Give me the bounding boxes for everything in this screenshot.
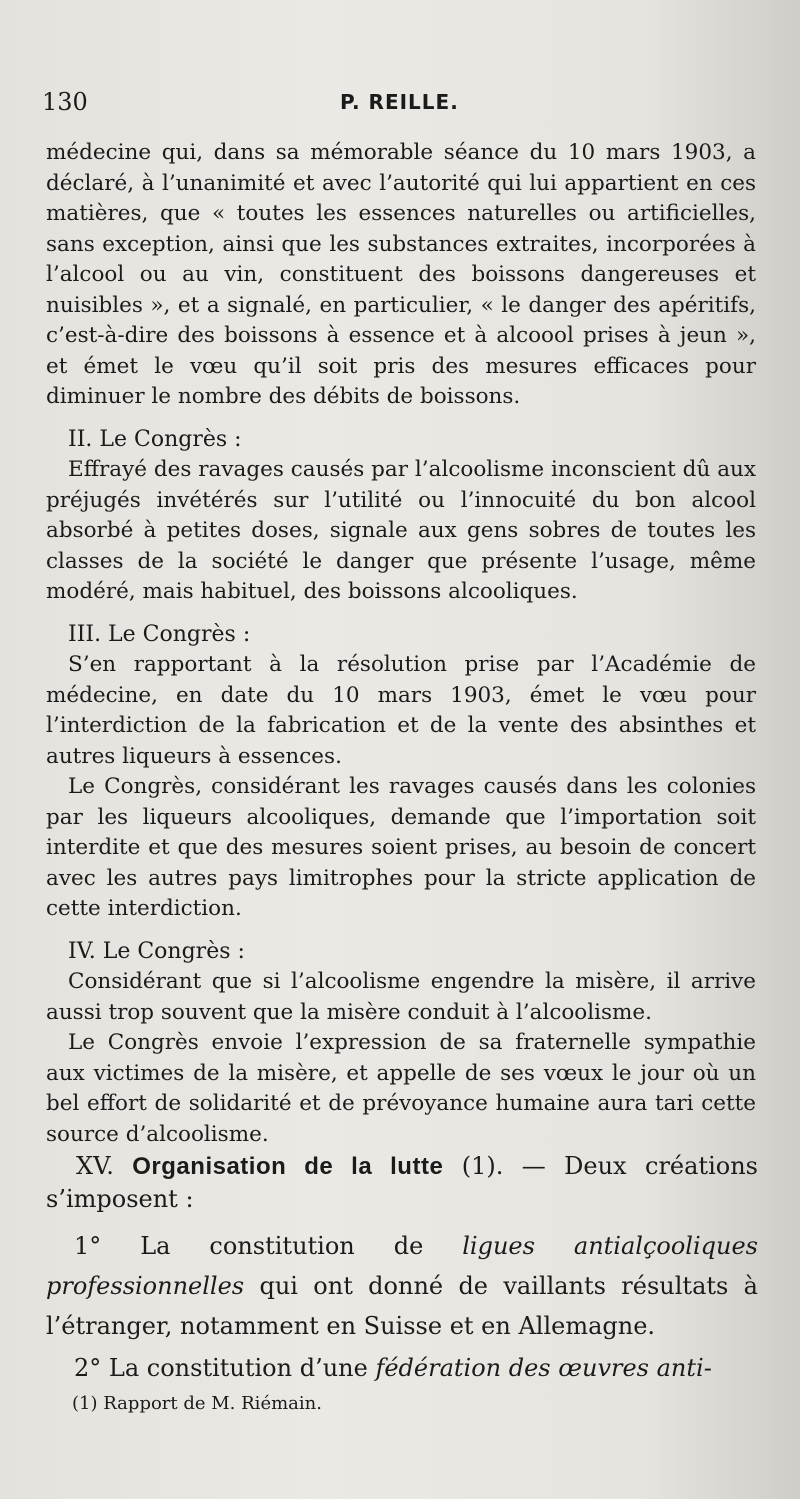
list-item-text: qui ont donné de vaillants résultats à l’étranger, notamment en Suisse et en Allemagne. — [46, 1272, 758, 1340]
paragraph-resolution-ii: Effrayé des ravages causés par l’alcoolisme inconscient dû aux préjugés invétérés sur l’utilité ou l’innocuité du bon alcool absorbé à petites doses, signale aux gens sobres de toutes les classes de la société le danger que présente l’usage, même modéré, mais habituel, des boissons alcooliques. — [46, 457, 756, 604]
list-item-text: 2° La constitution d’une — [74, 1354, 376, 1382]
page-number: 130 — [42, 88, 88, 116]
paragraph-continuation: médecine qui, dans sa mémorable séance du 10 mars 1903, a déclaré, à l’unanimité et avec l’autorité qui lui appartient en ces matières, que « toutes les essences naturelles ou artificielles, sans exception, ainsi que les substances extraites, incorporées à l’alcool ou au vin, constituent des boissons dangereuses et nuisibles », et a signalé, en particulier, « le danger des apéritifs, c’est-à-dire des boissons à essence et à alcoool prises à jeun », et émet le vœu qu’il soit pris des mesures efficaces pour diminuer le nombre des débits de boissons. — [46, 140, 756, 409]
list-item — [46, 1226, 758, 1346]
resolution-heading-iii: III. Le Congrès : — [68, 621, 251, 647]
list-item-emphasis: fédération des œuvres anti- — [375, 1354, 712, 1382]
footnote: (1) Rapport de M. Riémain. — [72, 1393, 322, 1414]
paragraph-resolution-iii-a: S’en rapportant à la résolution prise par l’Académie de médecine, en date du 10 mars 1903, émet le vœu pour l’interdiction de la fabrication et de la vente des absinthes et autres liqueurs à essences. — [46, 652, 756, 769]
list-item-text: 1° La constitution de — [74, 1232, 463, 1260]
running-head: P. REILLE. — [340, 90, 459, 114]
main-text — [46, 138, 756, 1150]
paragraph-resolution-iv-a: Considérant que si l’alcoolisme engendre la misère, il arrive aussi trop souvent que la misère conduit à l’alcoolisme. — [46, 969, 756, 1025]
list-item-emphasis: ligues antialçooliques professionnelles — [46, 1232, 759, 1300]
footnote-reference: (1). — [461, 1152, 504, 1180]
creations-list — [46, 1226, 758, 1388]
resolution-heading-ii: II. Le Congrès : — [68, 426, 242, 452]
paragraph-resolution-iii-b: Le Congrès, considérant les ravages causés dans les colonies par les liqueurs alcooliques, demande que l’importation soit interdite et que des mesures soient prises, au besoin de concert avec les autres pays limitrophes pour la stricte application de cette interdiction. — [46, 774, 756, 921]
section-number: XV. — [76, 1152, 114, 1180]
paragraph-resolution-iv-b: Le Congrès envoie l’expression de sa fraternelle sympathie aux victimes de la misère, et appelle de ses vœux le jour où un bel effort de solidarité et de prévoyance humaine aura tari cette source d’alcoolisme. — [46, 1030, 756, 1147]
section-intro: — Deux créations s’imposent : — [46, 1152, 758, 1213]
section-xv-heading — [46, 1150, 758, 1215]
list-item — [46, 1348, 758, 1388]
resolution-heading-iv: IV. Le Congrès : — [68, 938, 245, 964]
section-title: Organisation de la lutte — [132, 1153, 444, 1180]
page-header — [0, 88, 800, 128]
